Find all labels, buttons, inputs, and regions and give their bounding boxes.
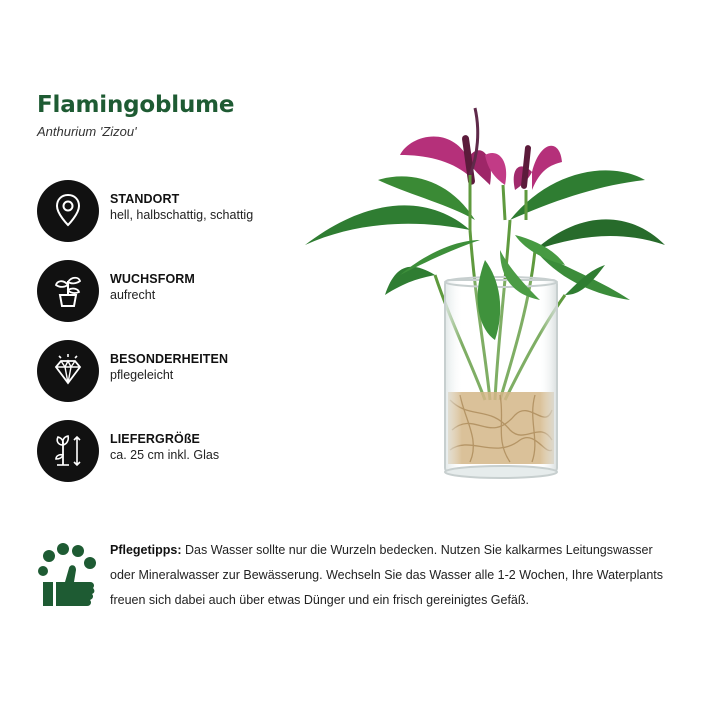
feature-value: ca. 25 cm inkl. Glas (110, 448, 220, 462)
care-tips (110, 538, 680, 613)
feature-label: LIEFERGRÖßE (110, 432, 200, 446)
potted-plant-icon (37, 260, 99, 322)
feature-value: pflegeleicht (110, 368, 174, 382)
feature-standort (37, 180, 297, 244)
product-image (300, 100, 670, 490)
care-tips-label: Pflegetipps: (110, 543, 182, 557)
glass-vase (445, 277, 557, 478)
botanical-name: Anthurium 'Zizou' (37, 124, 137, 139)
thumbs-up-paw-icon (37, 542, 99, 608)
feature-value: aufrecht (110, 288, 156, 302)
feature-label: WUCHSFORM (110, 272, 195, 286)
plant-leaves (305, 170, 665, 340)
product-title: Flamingoblume (37, 92, 235, 118)
feature-liefergroesse (37, 420, 297, 484)
feature-wuchsform (37, 260, 297, 324)
feature-besonderheiten (37, 340, 297, 404)
feature-value: hell, halbschattig, schattig (110, 208, 254, 222)
care-tips-text: Das Wasser sollte nur die Wurzeln bedecken. Nutzen Sie kalkarmes Leitungswasser oder Mineralwasser zur Bewässerung. Wechseln Sie das Wasser alle 1-2 Wochen, Ihre Waterplants freuen sich dabei auch über etwas Dünger und ein frisch gereinigtes Gefäß. (110, 543, 664, 607)
feature-label: STANDORT (110, 192, 180, 206)
location-pin-icon (37, 180, 99, 242)
plant-height-icon (37, 420, 99, 482)
diamond-icon (37, 340, 99, 402)
feature-label: BESONDERHEITEN (110, 352, 229, 366)
